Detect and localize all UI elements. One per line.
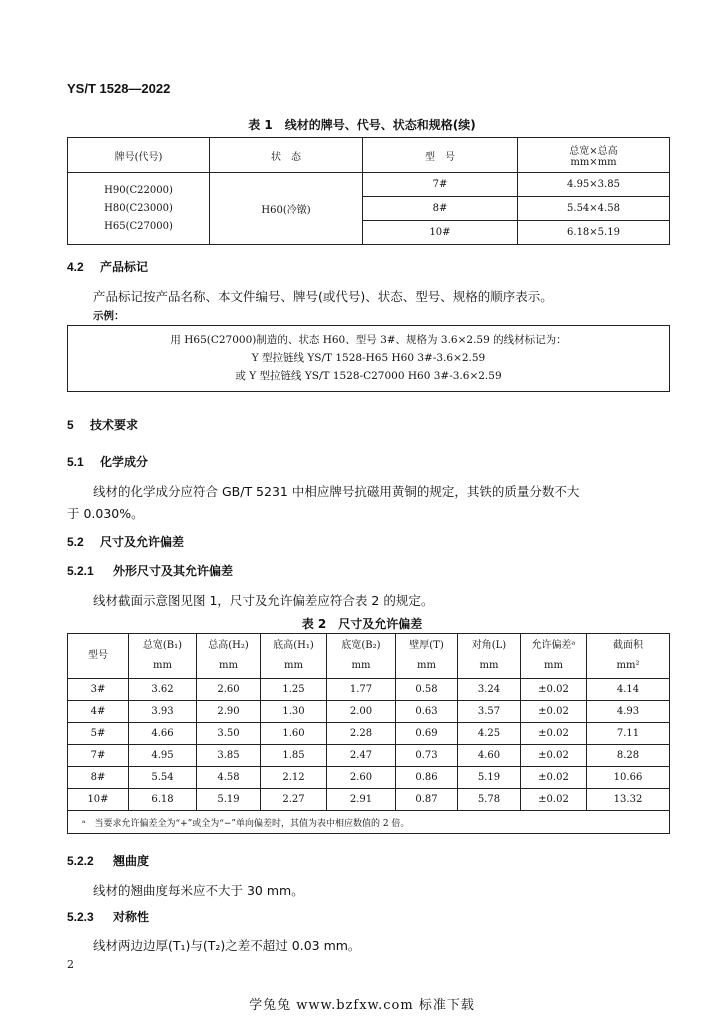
page-number: 2 — [67, 958, 74, 971]
cell: 1.85 — [261, 745, 327, 767]
cell: 2.28 — [327, 723, 396, 745]
table2 — [67, 633, 670, 834]
section-number: 5.2.2 — [67, 854, 94, 868]
cell: 2.60 — [197, 679, 261, 701]
t2-header-label: 截面积 — [613, 640, 643, 651]
cell: 3.62 — [129, 679, 197, 701]
cell: ±0.02 — [521, 723, 587, 745]
section-5-2-2-text: 线材的翘曲度每米应不大于 30 mm。 — [93, 883, 304, 898]
cell: 1.30 — [261, 701, 327, 723]
section-number: 5.2.1 — [67, 564, 94, 578]
cell: ±0.02 — [521, 789, 587, 811]
cell: 4.93 — [587, 701, 670, 723]
table1 — [67, 137, 670, 245]
section-title: 尺寸及允许偏差 — [100, 535, 185, 549]
cell: ±0.02 — [521, 745, 587, 767]
section-title: 翘曲度 — [113, 854, 150, 868]
example-line: Y 型拉链线 YS/T 1528-H65 H60 3#-3.6×2.59 — [251, 352, 486, 364]
cell: 0.63 — [396, 701, 458, 723]
example-line: 或 Y 型拉链线 YS/T 1528-C27000 H60 3#-3.6×2.59 — [235, 370, 502, 382]
cell: 4.14 — [587, 679, 670, 701]
t2-header-unit: mm — [351, 660, 371, 671]
section-title: 技术要求 — [90, 418, 139, 432]
section-4-2-text: 产品标记按产品名称、本文件编号、牌号(或代号)、状态、型号、规格的顺序表示。 — [93, 289, 553, 304]
t2-header-label: 底宽(B₂) — [341, 640, 381, 651]
cell: ±0.02 — [521, 701, 587, 723]
cell: 2.60 — [327, 767, 396, 789]
section-number: 5.1 — [67, 455, 84, 469]
cell: 4.58 — [197, 767, 261, 789]
cell: 3.50 — [197, 723, 261, 745]
t2-header — [197, 634, 261, 679]
cell: 10.66 — [587, 767, 670, 789]
section-number: 5 — [67, 418, 74, 432]
section-title: 外形尺寸及其允许偏差 — [113, 564, 234, 578]
table-row — [68, 679, 670, 701]
example-label: 示例： — [93, 310, 125, 322]
t1-header-spec-unit: mm×mm — [570, 157, 617, 168]
cell: 4.60 — [458, 745, 521, 767]
cell: 2.27 — [261, 789, 327, 811]
t2-header-label: 允许偏差ᵃ — [531, 640, 576, 651]
cell: 5# — [68, 723, 129, 745]
footer-watermark: 学兔兔 www.bzfxw.com 标准下载 — [249, 998, 475, 1013]
section-5-1-text-line: 线材的化学成分应符合 GB/T 5231 中相应牌号抗磁用黄铜的规定，其铁的质量分数不大 — [93, 484, 580, 499]
t2-header-model: 型号 — [68, 634, 129, 679]
cell: 7.11 — [587, 723, 670, 745]
cell: 0.87 — [396, 789, 458, 811]
cell: 0.86 — [396, 767, 458, 789]
standard-number: YS/T 1528—2022 — [67, 81, 171, 96]
section-4-2-heading — [67, 258, 148, 275]
cell: 8.28 — [587, 745, 670, 767]
t2-header-unit: mm² — [616, 660, 640, 671]
cell: 5.78 — [458, 789, 521, 811]
section-title: 对称性 — [113, 910, 150, 924]
section-number: 4.2 — [67, 260, 84, 274]
t1-model: 8# — [363, 197, 518, 221]
section-5-1-heading — [67, 453, 148, 470]
table2-note: ᵃ 当要求允许偏差全为“+”或全为“−”单向偏差时，其值为表中相应数值的 2 倍。 — [68, 811, 670, 834]
t2-header — [587, 634, 670, 679]
t1-header-state: 状 态 — [210, 138, 363, 173]
cell: 2.12 — [261, 767, 327, 789]
section-title: 化学成分 — [100, 455, 149, 469]
section-5-2-3-text: 线材两边边厚(T₁)与(T₂)之差不超过 0.03 mm。 — [93, 938, 361, 953]
cell: 1.25 — [261, 679, 327, 701]
t2-header — [458, 634, 521, 679]
section-5-2-1-heading — [67, 562, 233, 579]
t2-header-unit: mm — [153, 660, 172, 671]
t2-header-label: 总高(H₂) — [208, 640, 249, 651]
t1-grade-line: H80(C23000) — [104, 202, 173, 214]
t2-header-unit: mm — [544, 660, 563, 671]
section-5-2-2-heading — [67, 852, 149, 869]
table-row — [68, 723, 670, 745]
t1-spec: 4.95×3.85 — [518, 173, 670, 197]
t2-header — [521, 634, 587, 679]
t1-grades — [68, 173, 210, 245]
cell: 5.19 — [197, 789, 261, 811]
cell: 3.24 — [458, 679, 521, 701]
section-5-1-text-line: 于 0.030%。 — [67, 506, 144, 521]
table-row — [68, 701, 670, 723]
table2-caption: 表 2 尺寸及允许偏差 — [301, 617, 423, 631]
t2-header-unit: mm — [479, 660, 499, 671]
section-5-heading — [67, 416, 138, 433]
t2-header-unit: mm — [219, 660, 238, 671]
cell: 2.90 — [197, 701, 261, 723]
t2-header — [129, 634, 197, 679]
table1-caption: 表 1 线材的牌号、代号、状态和规格(续) — [248, 118, 476, 132]
cell: 0.58 — [396, 679, 458, 701]
cell: 4.25 — [458, 723, 521, 745]
t1-state: H60(冷镦) — [210, 173, 363, 245]
t1-grade-line: H65(C27000) — [104, 220, 173, 232]
cell: 1.60 — [261, 723, 327, 745]
cell: 7# — [68, 745, 129, 767]
t1-model: 10# — [363, 221, 518, 245]
cell: 1.77 — [327, 679, 396, 701]
cell: 2.00 — [327, 701, 396, 723]
cell: 5.54 — [129, 767, 197, 789]
t2-header — [261, 634, 327, 679]
t1-spec: 6.18×5.19 — [518, 221, 670, 245]
cell: 4# — [68, 701, 129, 723]
table-row — [68, 789, 670, 811]
t2-header-unit: mm — [284, 660, 303, 671]
t1-header-grade: 牌号(代号) — [68, 138, 210, 173]
t2-header — [327, 634, 396, 679]
t2-header-label: 对角(L) — [471, 640, 507, 651]
cell: 2.47 — [327, 745, 396, 767]
cell: 8# — [68, 767, 129, 789]
cell: 0.69 — [396, 723, 458, 745]
cell: ±0.02 — [521, 767, 587, 789]
cell: 4.95 — [129, 745, 197, 767]
table-row — [68, 745, 670, 767]
example-box — [67, 325, 670, 392]
t2-header — [396, 634, 458, 679]
cell: 6.18 — [129, 789, 197, 811]
t1-header-spec-label: 总宽×总高 — [569, 146, 618, 157]
t2-header-label: 总宽(B₁) — [142, 640, 183, 651]
t1-grade-line: H90(C22000) — [104, 184, 173, 196]
cell: 3.93 — [129, 701, 197, 723]
cell: 0.73 — [396, 745, 458, 767]
cell: 3.85 — [197, 745, 261, 767]
cell: 10# — [68, 789, 129, 811]
table-row — [68, 767, 670, 789]
section-5-2-heading — [67, 533, 184, 550]
section-5-2-1-text: 线材截面示意图见图 1，尺寸及允许偏差应符合表 2 的规定。 — [93, 593, 434, 608]
t1-spec: 5.54×4.58 — [518, 197, 670, 221]
cell: 4.66 — [129, 723, 197, 745]
t2-header-label: 壁厚(T) — [409, 640, 444, 651]
t2-header-label: 底高(H₁) — [273, 640, 314, 651]
section-5-2-3-heading — [67, 908, 149, 925]
cell: 3.57 — [458, 701, 521, 723]
t2-header-unit: mm — [417, 660, 436, 671]
cell: 3# — [68, 679, 129, 701]
t1-header-spec — [518, 138, 670, 173]
t1-header-model: 型 号 — [363, 138, 518, 173]
section-title: 产品标记 — [100, 260, 149, 274]
cell: 5.19 — [458, 767, 521, 789]
cell: ±0.02 — [521, 679, 587, 701]
cell: 13.32 — [587, 789, 670, 811]
t1-model: 7# — [363, 173, 518, 197]
section-number: 5.2.3 — [67, 910, 94, 924]
section-number: 5.2 — [67, 535, 84, 549]
cell: 2.91 — [327, 789, 396, 811]
example-line: 用 H65(C27000)制造的、状态 H60、型号 3#、规格为 3.6×2.59 的线材标记为： — [170, 334, 567, 346]
